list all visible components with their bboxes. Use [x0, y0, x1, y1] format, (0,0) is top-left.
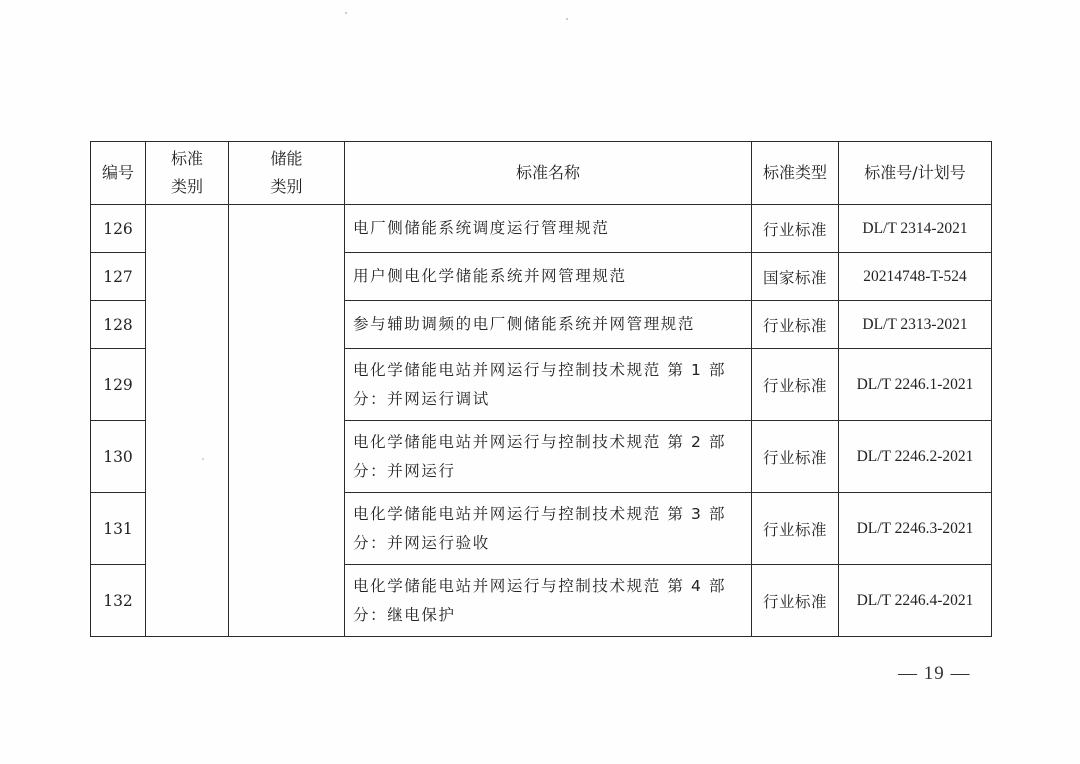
standard-name: 电厂侧储能系统调度运行管理规范 — [345, 205, 752, 253]
standard-name: 参与辅助调频的电厂侧储能系统并网管理规范 — [345, 301, 752, 349]
standard-code: DL/T 2246.4-2021 — [839, 565, 992, 637]
standard-type: 国家标准 — [752, 253, 839, 301]
row-number: 132 — [91, 565, 146, 637]
scan-speck — [566, 18, 568, 20]
row-number: 128 — [91, 301, 146, 349]
header-standard-code: 标准号/计划号 — [839, 142, 992, 205]
standard-type: 行业标准 — [752, 493, 839, 565]
standards-table — [90, 141, 992, 637]
standard-code: 20214748-T-524 — [839, 253, 992, 301]
header-standard-type: 标准类型 — [752, 142, 839, 205]
standard-type: 行业标准 — [752, 349, 839, 421]
row-number: 129 — [91, 349, 146, 421]
standard-name: 电化学储能电站并网运行与控制技术规范 第 3 部分：并网运行验收 — [345, 493, 752, 565]
scan-speck — [345, 12, 347, 14]
standard-name: 电化学储能电站并网运行与控制技术规范 第 1 部分：并网运行调试 — [345, 349, 752, 421]
standard-code: DL/T 2246.1-2021 — [839, 349, 992, 421]
header-number: 编号 — [91, 142, 146, 205]
standard-name: 电化学储能电站并网运行与控制技术规范 第 2 部分：并网运行 — [345, 421, 752, 493]
standard-name: 用户侧电化学储能系统并网管理规范 — [345, 253, 752, 301]
row-number: 127 — [91, 253, 146, 301]
standard-code: DL/T 2314-2021 — [839, 205, 992, 253]
row-number: 131 — [91, 493, 146, 565]
standard-type: 行业标准 — [752, 421, 839, 493]
header-standard-category — [146, 142, 229, 205]
row-number: 126 — [91, 205, 146, 253]
standard-type: 行业标准 — [752, 565, 839, 637]
header-standard-category-line2: 类别 — [170, 177, 203, 196]
table-header-row — [91, 142, 992, 205]
header-storage-category-line2: 类别 — [270, 177, 303, 196]
header-storage-category-line1: 储能 — [270, 149, 303, 168]
header-standard-category-line1: 标准 — [170, 149, 203, 168]
standard-code: DL/T 2246.2-2021 — [839, 421, 992, 493]
standard-category-cell — [146, 205, 229, 637]
page-number: — 19 — — [898, 663, 971, 684]
standard-name: 电化学储能电站并网运行与控制技术规范 第 4 部分：继电保护 — [345, 565, 752, 637]
standard-code: DL/T 2313-2021 — [839, 301, 992, 349]
header-storage-category — [229, 142, 345, 205]
row-number: 130 — [91, 421, 146, 493]
standard-code: DL/T 2246.3-2021 — [839, 493, 992, 565]
standard-type: 行业标准 — [752, 205, 839, 253]
header-standard-name: 标准名称 — [345, 142, 752, 205]
standard-type: 行业标准 — [752, 301, 839, 349]
table-row — [91, 205, 992, 253]
storage-category-cell — [229, 205, 345, 637]
